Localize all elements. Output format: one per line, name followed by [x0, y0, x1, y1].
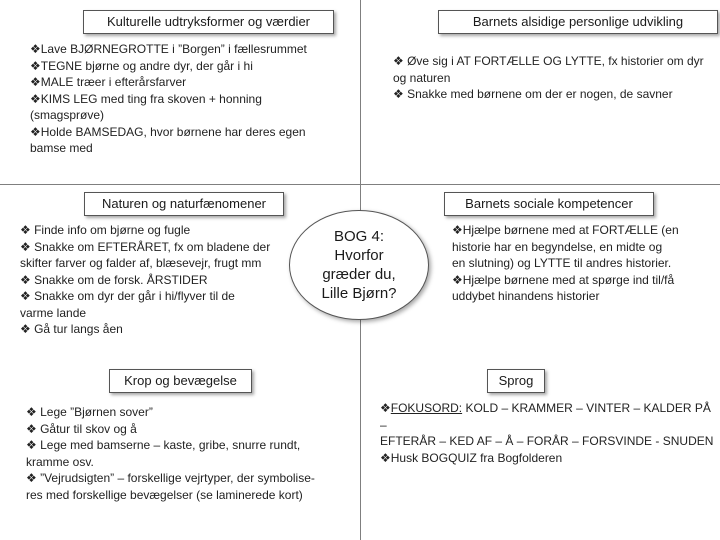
center-book-title [289, 210, 429, 320]
list-item: historie har en begyndelse, en midte og [452, 239, 663, 254]
list-item: ❖ ”Vejrudsigten” – forskellige vejrtyper, der symbolise- [26, 471, 315, 485]
sociale-title-box [444, 192, 654, 216]
list-item: ❖Lave BJØRNEGROTTE i ”Borgen” i fællesrummet [30, 42, 307, 56]
natur-title: Naturen og naturfænomener [101, 196, 267, 211]
natur-list [20, 222, 295, 338]
krop-title-box [109, 369, 252, 393]
alsidige-title: Barnets alsidige personlige udvikling [472, 14, 684, 29]
list-item: ❖ Lege ”Bjørnen sover” [26, 405, 153, 419]
list-item: ❖Hjælpe børnene med at spørge ind til/få [452, 272, 675, 287]
list-item: ❖MALE træer i efterårsfarver [30, 75, 187, 89]
fokusord-bullet: ❖ [380, 401, 391, 415]
alsidige-list [393, 53, 719, 103]
center-line: BOG 4: [333, 228, 385, 245]
alsidige-title-box [438, 10, 718, 34]
list-item: skifter farver og falder af, blæsevejr, frugt mm [20, 256, 262, 270]
sprog-husk: ❖Husk BOGQUIZ fra Bogfolderen [380, 451, 563, 465]
list-item: ❖TEGNE bjørne og andre dyr, der går i hi [30, 58, 253, 73]
list-item: (smagsprøve) [30, 108, 105, 122]
list-item: ❖Hjælpe børnene med at FORTÆLLE (en [452, 223, 679, 237]
krop-title: Krop og bevægelse [124, 373, 237, 388]
list-item: kramme osv. [26, 454, 94, 469]
list-item: ❖KIMS LEG med ting fra skoven + honning [30, 91, 262, 106]
sprog-title: Sprog [498, 373, 534, 388]
kulturelle-list [30, 41, 360, 157]
list-item: uddybet hinandens historier [452, 289, 600, 303]
sociale-title: Barnets sociale kompetencer [465, 196, 633, 211]
list-item: en slutning) og LYTTE til andres historier. [452, 256, 672, 270]
list-item: varme lande [20, 305, 87, 320]
list-item: bamse med [30, 141, 93, 155]
kulturelle-title: Kulturelle udtryksformer og værdier [106, 14, 311, 29]
fokusord-label: FOKUSORD: [390, 401, 463, 415]
horizontal-divider [0, 184, 720, 185]
fokusord-words-1: KOLD – KRAMMER – VINTER – KALDER PÅ – [380, 401, 711, 432]
kulturelle-title-box [83, 10, 334, 34]
list-item: ❖ Finde info om bjørne og fugle [20, 223, 191, 237]
sociale-list [452, 222, 718, 305]
center-line: Hvorfor [334, 247, 384, 264]
list-item: ❖ Øve sig i AT FORTÆLLE OG LYTTE, fx historier om dyr [393, 54, 704, 68]
center-line: græder du, [322, 266, 396, 283]
list-item: ❖ Gåtur til skov og å [26, 421, 137, 436]
natur-title-box [84, 192, 284, 216]
list-item: ❖ Lege med bamserne – kaste, gribe, snurre rundt, [26, 438, 301, 452]
sprog-fokusord [380, 400, 718, 450]
list-item: ❖ Snakke med børnene om der er nogen, de savner [393, 87, 673, 101]
list-item: ❖Holde BAMSEDAG, hvor børnene har deres egen [30, 124, 306, 139]
list-item: og naturen [393, 70, 451, 85]
sprog-title-box [487, 369, 545, 393]
list-item: ❖ Snakke om de forsk. ÅRSTIDER [20, 272, 208, 287]
fokusord-line-1 [380, 400, 718, 433]
list-item: ❖ Snakke om dyr der går i hi/flyver til de [20, 289, 235, 303]
list-item: ❖ Snakke om EFTERÅRET, fx om bladene der [20, 239, 271, 254]
center-line: Lille Bjørn? [321, 285, 397, 302]
krop-list [26, 404, 358, 503]
fokusord-words-2: EFTERÅR – KED AF – Å – FORÅR – FORSVINDE - SNUDEN [380, 434, 714, 448]
list-item: res med forskellige bevægelser (se laminerede kort) [26, 487, 303, 502]
list-item: ❖ Gå tur langs åen [20, 322, 123, 336]
